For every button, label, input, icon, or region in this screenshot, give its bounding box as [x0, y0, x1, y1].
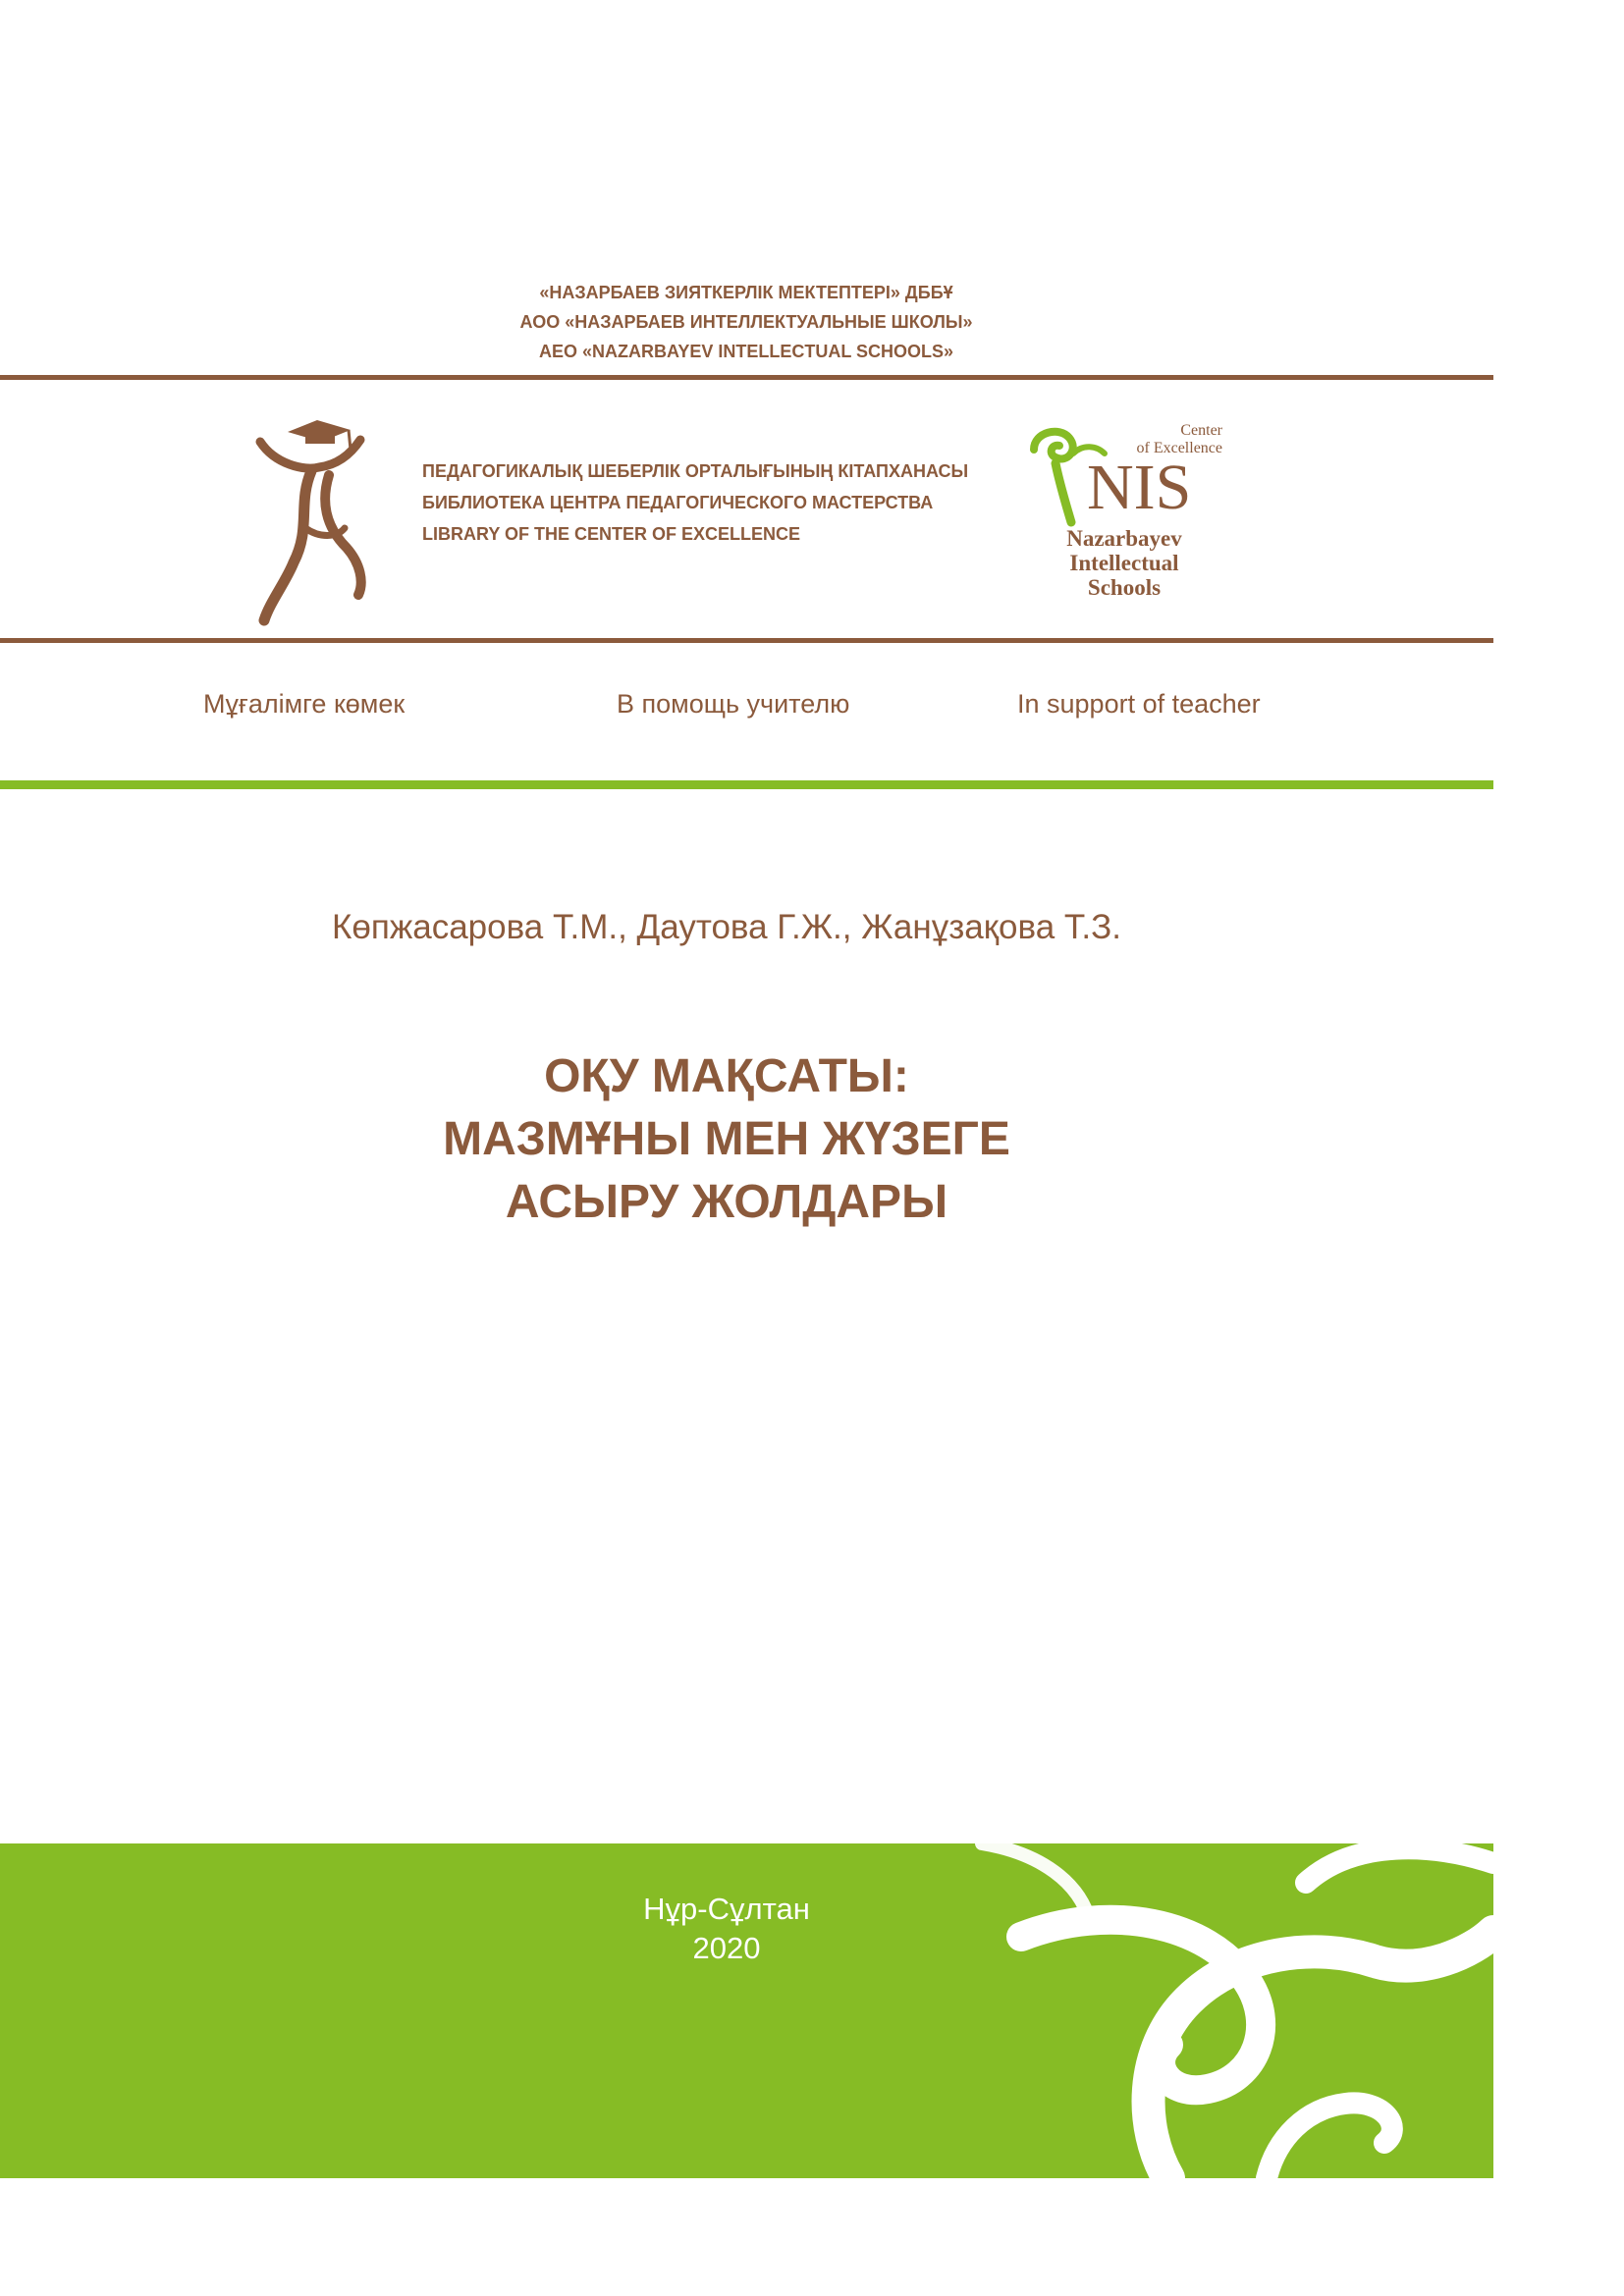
authors: Көпжасарова Т.М., Даутова Г.Ж., Жанұзақова Т.З.	[332, 908, 1121, 946]
nis-center-line2: of Excellence	[1136, 440, 1222, 456]
nis-name-line1: Nazarbayev	[1066, 526, 1182, 551]
publication-year: 2020	[692, 1931, 761, 1965]
organization-header	[0, 278, 1492, 366]
organization-line-ru: АОО «НАЗАРБАЕВ ИНТЕЛЛЕКТУАЛЬНЫЕ ШКОЛЫ»	[519, 312, 973, 332]
library-line-en: LIBRARY OF THE CENTER OF EXCELLENCE	[422, 524, 801, 544]
nis-name-line3: Schools	[1087, 575, 1162, 600]
middle-divider	[0, 638, 1493, 643]
publication-place	[0, 1890, 1453, 1968]
book-title	[0, 1045, 1453, 1234]
green-divider	[0, 780, 1493, 789]
nis-center-line1: Center	[1180, 422, 1222, 439]
library-line-ru: БИБЛИОТЕКА ЦЕНТРА ПЕДАГОГИЧЕСКОГО МАСТЕРСТВА	[422, 493, 934, 512]
library-line-kz: ПЕДАГОГИКАЛЫҚ ШЕБЕРЛІК ОРТАЛЫҒЫНЫҢ КІТАПХАНАСЫ	[422, 461, 969, 481]
top-divider	[0, 375, 1493, 380]
title-line3: АСЫРУ ЖОЛДАРЫ	[505, 1176, 948, 1228]
organization-line-en: АЕО «NAZARBAYEV INTELLECTUAL SCHOOLS»	[538, 342, 954, 361]
series-kz: Мұғалімге көмек	[203, 689, 406, 719]
title-line1: ОҚУ МАҚСАТЫ:	[544, 1050, 909, 1102]
series-en: In support of teacher	[1017, 689, 1261, 719]
publication-city: Нұр-Сұлтан	[643, 1892, 810, 1926]
nis-logo	[1026, 416, 1222, 613]
organization-line-kz: «НАЗАРБАЕВ ЗИЯТКЕРЛІК МЕКТЕПТЕРІ» ДББҰ	[539, 283, 953, 302]
title-line2: МАЗМҰНЫ МЕН ЖҮЗЕГЕ	[443, 1113, 1010, 1165]
nis-name-line2: Intellectual	[1069, 551, 1179, 575]
library-block	[422, 455, 968, 550]
graduate-figure-logo-icon	[250, 410, 388, 626]
series-ru: В помощь учителю	[617, 689, 850, 719]
nis-abbreviation: NIS	[1087, 452, 1192, 523]
